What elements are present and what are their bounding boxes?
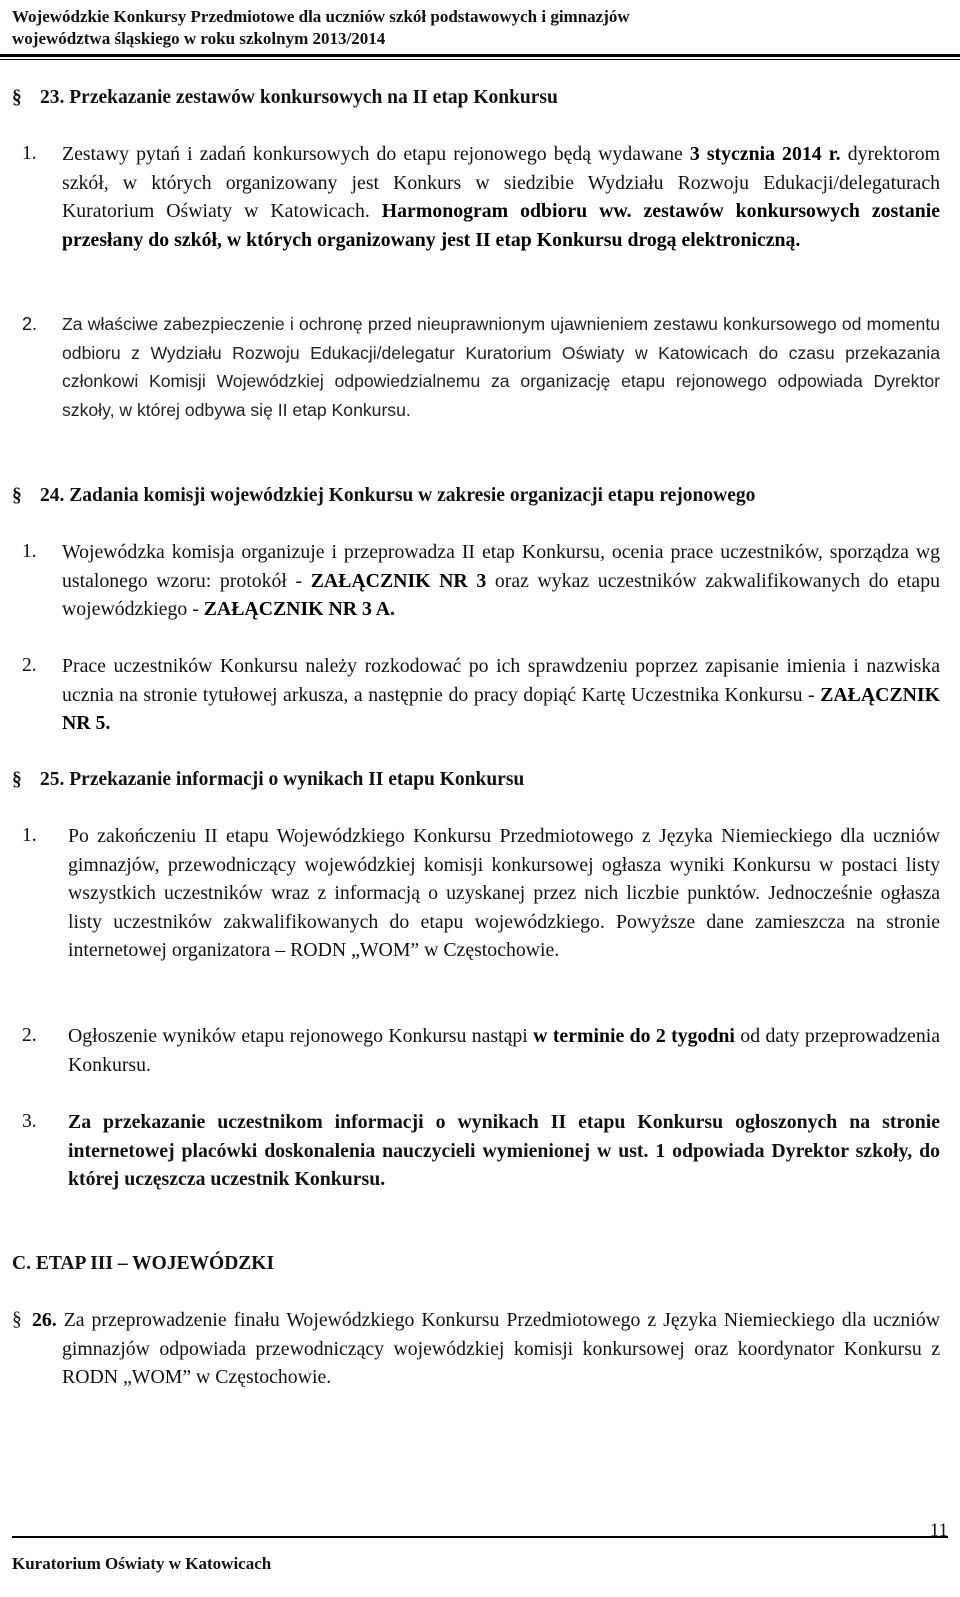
footer-rule bbox=[12, 1536, 948, 1538]
s24-item-2-text: Prace uczestników Konkursu należy rozkodować po ich sprawdzeniu poprzez zapisanie imienia i nazwiska ucznia na stronie tytułowej arkusza, a następnie do pracy dopiąć Kartę Uczestnika Konkursu - ZAŁĄCZNIK NR 5. bbox=[62, 655, 940, 734]
etap-3-heading: C. ETAP III – WOJEWÓDZKI bbox=[12, 1253, 275, 1274]
header-rule-thin bbox=[0, 59, 960, 60]
s23-item-1-harmonogram: Harmonogram odbioru ww. zestawów konkursowych zostanie przesłany do szkół, w których organizowany jest II etap Konkursu drogą elektroniczną. bbox=[62, 200, 940, 251]
s23-item-1-date: 3 stycznia 2014 r. bbox=[689, 143, 841, 165]
s24-item-2-num: 2. bbox=[22, 655, 37, 676]
paragraph-mark-icon: § bbox=[12, 87, 22, 108]
header-line-1: Wojewódzkie Konkursy Przedmiotowe dla uczniów szkół podstawowych i gimnazjów bbox=[12, 7, 630, 26]
footer-organization: Kuratorium Oświaty w Katowicach bbox=[12, 1554, 272, 1573]
s26-num: 26. bbox=[32, 1309, 57, 1331]
paragraph-mark-icon: § bbox=[12, 1309, 22, 1330]
s24-item-1-text: Wojewódzka komisja organizuje i przeprowadza II etap Konkursu, ocenia prace uczestników, sporządza wg ustalonego wzoru: protokół - ZAŁĄCZNIK NR 3 oraz wykaz uczestników zakwalifikowanych do etapu wojewódzkiego - ZAŁĄCZNIK NR 3 A. bbox=[62, 541, 940, 620]
s24-zalacznik-3a: ZAŁĄCZNIK NR 3 A. bbox=[203, 598, 395, 620]
header-line-2: województwa śląskiego w roku szkolnym 2013/2014 bbox=[12, 29, 386, 48]
header-rule bbox=[0, 54, 960, 57]
s25-item-2-num: 2. bbox=[22, 1025, 37, 1046]
s23-item-1-a: Zestawy pytań i zadań konkursowych do etapu rejonowego będą wydawane bbox=[62, 143, 690, 165]
section-25-title: § 25. Przekazanie informacji o wynikach II etapu Konkursu bbox=[12, 766, 524, 794]
s25-termin: w terminie do 2 tygodni bbox=[533, 1025, 735, 1047]
page-header bbox=[12, 6, 948, 50]
s24-item-1-num: 1. bbox=[22, 541, 37, 562]
s25-item-3-num: 3. bbox=[22, 1111, 37, 1132]
s24-zalacznik-5: ZAŁĄCZNIK NR 5. bbox=[62, 683, 940, 734]
paragraph-mark-icon: § bbox=[12, 485, 22, 506]
s24-zalacznik-3: ZAŁĄCZNIK NR 3 bbox=[310, 569, 487, 592]
s23-item-1-c: dyrektorom szkół, w których organizowany jest Konkurs w siedzibie Wydziału Rozwoju Edukacji/delegaturach Kuratorium Oświaty w Katowicach. bbox=[62, 143, 940, 222]
s26-text: 26. Za przeprowadzenie finału Wojewódzkiego Konkursu Przedmiotowego z Języka Niemieckiego dla uczniów gimnazjów odpowiada przewodniczący wojewódzkiej komisji konkursowej oraz koordynator Konkursu z RODN „WOM” w Częstochowie. bbox=[32, 1309, 940, 1388]
s23-item-1-text bbox=[62, 140, 940, 254]
s25-item-2-text: Ogłoszenie wyników etapu rejonowego Konkursu nastąpi w terminie do 2 tygodni od daty przeprowadzenia Konkursu. bbox=[68, 1025, 940, 1076]
section-23-title: § 23. Przekazanie zestawów konkursowych na II etap Konkursu bbox=[12, 84, 558, 112]
page-number: 11 bbox=[929, 1520, 948, 1541]
s23-item-1-num: 1. bbox=[22, 143, 37, 164]
s25-item-1-num: 1. bbox=[22, 825, 37, 846]
s25-item-1-text: Po zakończeniu II etapu Wojewódzkiego Konkursu Przedmiotowego z Języka Niemieckiego dla uczniów gimnazjów, przewodniczący wojewódzkiej komisji konkursowej ogłasza wyniki Konkursu w postaci listy wszystkich uczestników wraz z informacją o uzyskanej przez nich liczbie punktów. Jednocześnie ogłasza listy uczestników zakwalifikowanych do etapu wojewódzkiego. Powyższe dane zamieszcza na stronie internetowej organizatora – RODN „WOM” w Częstochowie. bbox=[68, 825, 940, 961]
section-24-title: § 24. Zadania komisji wojewódzkiej Konkursu w zakresie organizacji etapu rejonowego bbox=[12, 482, 755, 510]
paragraph-mark-icon: § bbox=[12, 769, 22, 790]
s23-item-2-num: 2. bbox=[22, 314, 38, 334]
s23-item-2-text: Za właściwe zabezpieczenie i ochronę przed nieuprawnionym ujawnieniem zestawu konkursowego od momentu odbioru z Wydziału Rozwoju Edukacji/delegatur Kuratorium Oświaty w Katowicach do czasu przekazania członkowi Komisji Wojewódzkiej odpowiedzialnemu za organizację etapu rejonowego odpowiada Dyrektor szkoły, w której odbywa się II etap Konkursu. bbox=[62, 314, 940, 420]
s25-item-3-text: Za przekazanie uczestnikom informacji o wynikach II etapu Konkursu ogłoszonych na stronie internetowej placówki doskonalenia nauczycieli wymienionej w ust. 1 odpowiada Dyrektor szkoły, do której uczęszcza uczestnik Konkursu. bbox=[68, 1111, 940, 1190]
